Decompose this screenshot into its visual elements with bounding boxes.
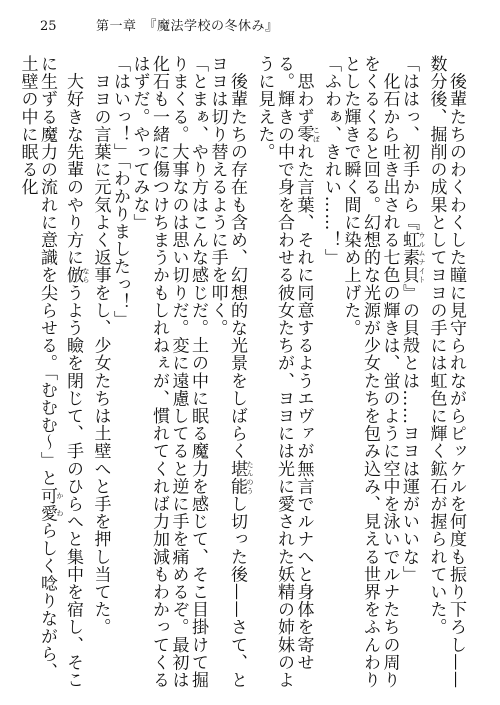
paragraph [207, 55, 254, 690]
ruby-term: 堪能 たんのう [227, 459, 254, 496]
paragraph-text: 「とまぁ、やり方はこんな感じだ。土の中に眠る魔力を感じて、そこ目掛けて掘りまくる。大事なのは思い切りだ。変に遠慮してると逆に手を痛めるぞ。最初は化石も一緒に傷つけちまうかもしれねぇが、慣れてくれば力加減もわかってくるはずだ。やってみな」 [129, 55, 208, 689]
paragraph-text: らしく唸りながら、土壁の中に眠る化 [17, 55, 57, 681]
paragraph-text: ヨヨの言葉に元気よく返事をし、少女たちは土壁へと手を押し当てた。 [90, 72, 111, 636]
paragraph-text: 「はいっ！」「わかりましたっ！」 [110, 55, 130, 329]
chapter-title: 第一章 『魔法学校の冬休み』 [96, 19, 279, 34]
ruby-term: 倣 なら [63, 266, 90, 284]
paragraph-text: 「ふわぁ、きれい……！」 [321, 55, 341, 267]
paragraph [426, 55, 465, 690]
paragraph-text: 思わず [293, 72, 314, 126]
paragraph-text: 化石から吐き出される七色の輝きは、蛍のように空中を泳いでルナたちの周りをくるくると回る。幻想的な光源が少女たちを包み込み、見える世界をふんわりとした輝きで瞬く間に染め上げた。 [340, 55, 400, 689]
paragraph-text: 後輩たちの存在も含め、幻想的な光景をしばらく [227, 72, 247, 460]
ruby-term: 零 こぼ [293, 125, 321, 144]
paragraph-text: 「ははっ、初手から『 [399, 55, 419, 231]
paragraph-text: 後輩たちのわくわくした瞳に見守られながらピッケルを何度も振り下ろし——数分後、掘削の成果としてヨヨの手には虹色に輝く鉱石が握られていた。 [426, 55, 466, 689]
paragraph-text: れた言葉、それに同意するようエヴァが無言でルナへと身体を寄せる。輝きの中で身を合わせる彼女たちが、ヨヨには光に愛された妖精の姉妹のように見えた。 [254, 55, 314, 689]
paragraph-text: 』の貝殻とは……ヨヨは運がいいな」 [399, 283, 419, 584]
paragraph [399, 55, 427, 690]
paragraph-text: し切った後——さて、とヨヨは切り替えるように手を叩く。 [207, 55, 247, 689]
body-text [17, 55, 466, 690]
paragraph [321, 55, 341, 690]
page-number: 25 [40, 19, 57, 34]
ruby-term: 虹素貝 ウルムナイト [399, 231, 426, 284]
paragraph [110, 55, 130, 690]
paragraph [340, 55, 399, 690]
paragraph [129, 55, 207, 690]
page-header [0, 0, 500, 40]
paragraph-text: うよう瞼を閉じて、手のひらへと集中を宿し、そこに生ずる魔力の流れに意識を尖らせる。「むむむ～」と [37, 55, 83, 689]
ruby-term: 可愛 かわ [37, 486, 64, 522]
paragraph [90, 55, 110, 690]
paragraph [254, 55, 321, 690]
paragraph [17, 55, 90, 690]
paragraph-text: 大好きな先輩のやり方に [63, 72, 83, 267]
